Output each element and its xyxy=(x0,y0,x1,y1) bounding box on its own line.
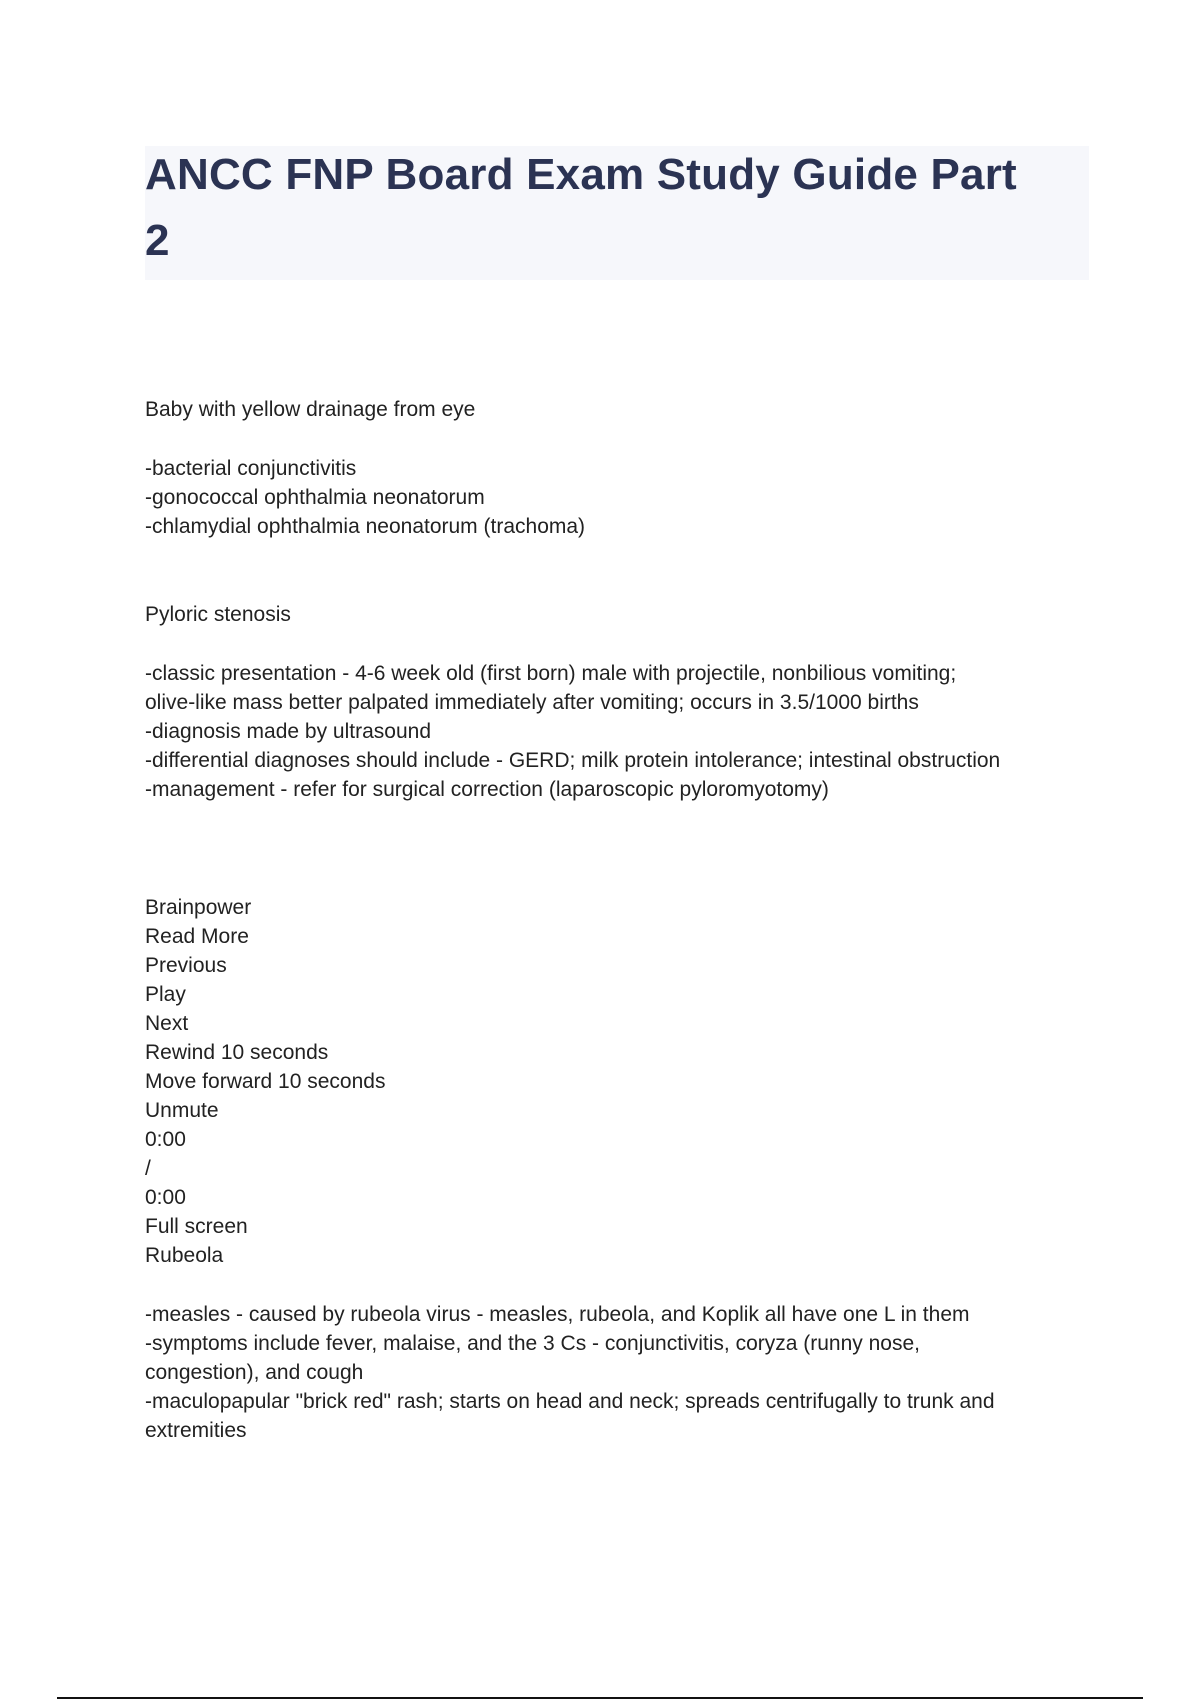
section-line: olive-like mass better palpated immediately after vomiting; occurs in 3.5/1000 births xyxy=(145,691,919,714)
footer-rule xyxy=(57,1697,1143,1699)
unmute-button[interactable]: Unmute xyxy=(145,1099,219,1122)
time-separator: / xyxy=(145,1157,151,1180)
player-brand: Brainpower xyxy=(145,896,252,919)
forward-button[interactable]: Move forward 10 seconds xyxy=(145,1070,386,1093)
section-line: -gonococcal ophthalmia neonatorum xyxy=(145,486,485,509)
fullscreen-button[interactable]: Full screen xyxy=(145,1215,248,1238)
previous-button[interactable]: Previous xyxy=(145,954,227,977)
section-line: congestion), and cough xyxy=(145,1361,364,1384)
section-heading-pyloric-stenosis: Pyloric stenosis xyxy=(145,603,291,626)
section-line: -symptoms include fever, malaise, and the 3 Cs - conjunctivitis, coryza (runny nose, xyxy=(145,1332,920,1355)
section-line: extremities xyxy=(145,1419,247,1442)
section-line: -classic presentation - 4-6 week old (first born) male with projectile, nonbilious vomiting; xyxy=(145,662,957,685)
section-line: -chlamydial ophthalmia neonatorum (trachoma) xyxy=(145,515,586,538)
current-time: 0:00 xyxy=(145,1128,186,1151)
page-title: ANCC FNP Board Exam Study Guide Part xyxy=(145,150,1017,199)
section-line: -diagnosis made by ultrasound xyxy=(145,720,432,743)
play-button[interactable]: Play xyxy=(145,983,186,1006)
read-more-link[interactable]: Read More xyxy=(145,925,249,948)
section-line: -bacterial conjunctivitis xyxy=(145,457,357,480)
rewind-button[interactable]: Rewind 10 seconds xyxy=(145,1041,329,1064)
page-title-continuation: 2 xyxy=(145,216,170,265)
section-line: -maculopapular "brick red" rash; starts on head and neck; spreads centrifugally to trunk and xyxy=(145,1390,995,1413)
section-line: -differential diagnoses should include - GERD; milk protein intolerance; intestinal obstruction xyxy=(145,749,1001,772)
section-heading-rubeola: Rubeola xyxy=(145,1244,224,1267)
section-line: -management - refer for surgical correction (laparoscopic pyloromyotomy) xyxy=(145,778,829,801)
section-line: -measles - caused by rubeola virus - measles, rubeola, and Koplik all have one L in them xyxy=(145,1303,970,1326)
section-heading-eye-drainage: Baby with yellow drainage from eye xyxy=(145,398,476,421)
next-button[interactable]: Next xyxy=(145,1012,189,1035)
duration: 0:00 xyxy=(145,1186,186,1209)
